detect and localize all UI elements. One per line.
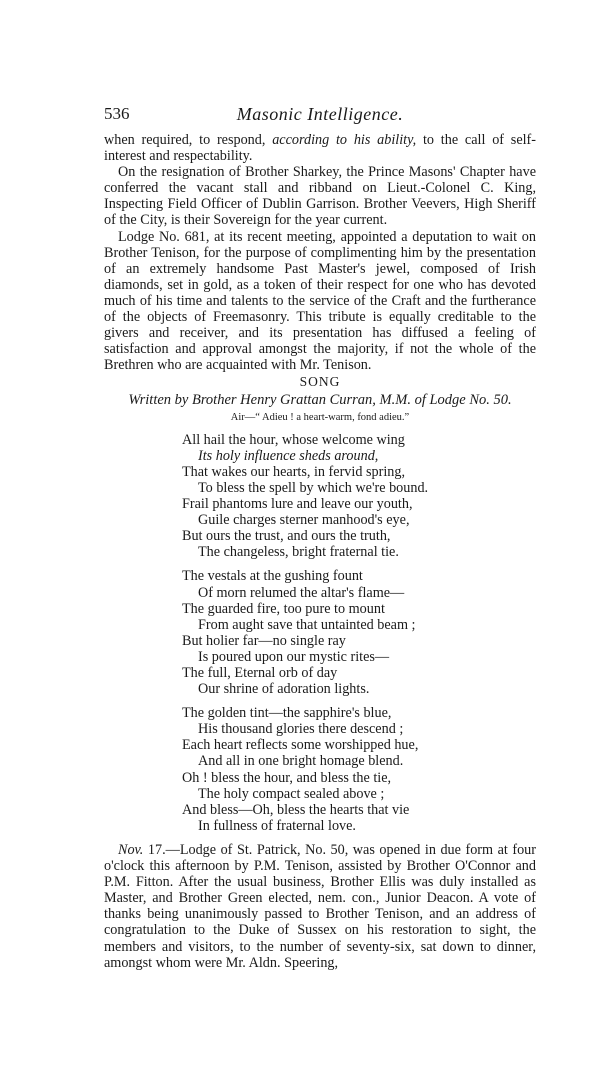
date-lead: Nov. [118,841,144,858]
poem-line: Its holy influence sheds around, [198,447,379,464]
paragraph-text: Lodge No. 681, at its recent meeting, appointed a deputation to wait on Brother Tenison, for the purpose of complimenting him by the presentation of an extremely handsome Past Master's jewel, composed of Irish diamonds, set in gold, as a token of their respect for one who has devoted much of his time and talents to the service of the Craft and the furtherance of the objects of Freemasonry. This tribute is equally creditable to the givers and receiver, and its presentation has diffused a feeling of satisfaction and approval amongst the majority, if not the whole of the Brethren who are acquainted with Mr. Tenison. [104,228,536,374]
song-block [104,374,536,834]
song-poem [104,432,536,834]
poem-line: Our shrine of adoration lights. [198,681,370,698]
paragraphs [104,132,536,373]
closing-paragraph-text: 17.—Lodge of St. Patrick, No. 50, was opened in due form at four o'clock this afternoon by P.M. Tenison, assisted by Brother O'Connor and P.M. Fitton. After the usual business, Brother Ellis was duly installed as Master, and Brother Green elected, nem. con., Junior Deacon. A vote of thanks being unanimously passed to Brother Tenison, and an address of congratulation to the Duke of Sussex on his restoration to sight, the members and visitors, to the number of seventy-six, sat down to dinner, amongst whom were Mr. Aldn. Speering, [104,841,536,971]
page-header [104,104,536,130]
song-title: SONG [299,374,341,390]
page-number: 536 [104,104,130,123]
poem-line: Of morn relumed the altar's flame— [198,584,405,601]
poem-line: Guile charges sterner manhood's eye, [198,512,410,529]
running-title: Masonic Intelligence. [236,104,404,124]
closing-paragraph [104,842,536,971]
italic-phrase: according to his ability, [272,132,417,148]
song-air: Air—“ Adieu ! a heart-warm, fond adieu.” [230,411,410,423]
poem-line: The guarded fire, too pure to mount [182,600,385,617]
poem-line: Frail phantoms lure and leave our youth, [182,496,413,513]
poem-stanza [182,432,536,561]
poem-line: The golden tint—the sapphire's blue, [182,705,392,722]
poem-line: The full, Eternal orb of day [182,665,338,681]
poem-stanza [182,568,536,697]
paragraph-text: when required, to respond, [104,132,273,148]
poem-line: Is poured upon our mystic rites— [198,648,390,665]
poem-stanza [182,705,536,834]
poem-line: The holy compact sealed above ; [198,785,385,802]
song-byline: Written by Brother Henry Grattan Curran, M.M. of Lodge No. 50. [128,391,512,408]
body-text [104,132,536,971]
poem-line: But holier far—no single ray [182,632,346,649]
poem-line: And all in one bright homage blend. [198,753,404,770]
body-paragraph [104,132,536,164]
poem-line: To bless the spell by which we're bound. [198,479,429,496]
poem-line: The changeless, bright fraternal tie. [198,544,399,561]
body-paragraph [104,164,536,228]
poem-line: From aught save that untainted beam ; [198,616,416,633]
poem-line: All hail the hour, whose welcome wing [182,431,405,448]
poem-line: That wakes our hearts, in fervid spring, [182,463,405,480]
poem-line: The vestals at the gushing fount [182,568,363,585]
paragraph-text: to the call of self-interest and respectability. [104,132,537,165]
poem-line: In fullness of fraternal love. [198,817,356,834]
poem-line: Oh ! bless the hour, and bless the tie, [182,769,392,786]
poem-line: His thousand glories there descend ; [198,721,404,738]
poem-line: But ours the trust, and ours the truth, [182,528,391,545]
paragraph-text: On the resignation of Brother Sharkey, the Prince Masons' Chapter have conferred the vacant stall and ribband on Lieut.-Colonel C. King, Inspecting Field Officer of Dublin Garrison. Brother Veevers, High Sheriff of the City, is their Sovereign for the year current. [104,164,536,229]
poem-line: Each heart reflects some worshipped hue, [182,737,419,754]
poem-line: And bless—Oh, bless the hearts that vie [182,801,410,818]
body-paragraph [104,229,536,374]
